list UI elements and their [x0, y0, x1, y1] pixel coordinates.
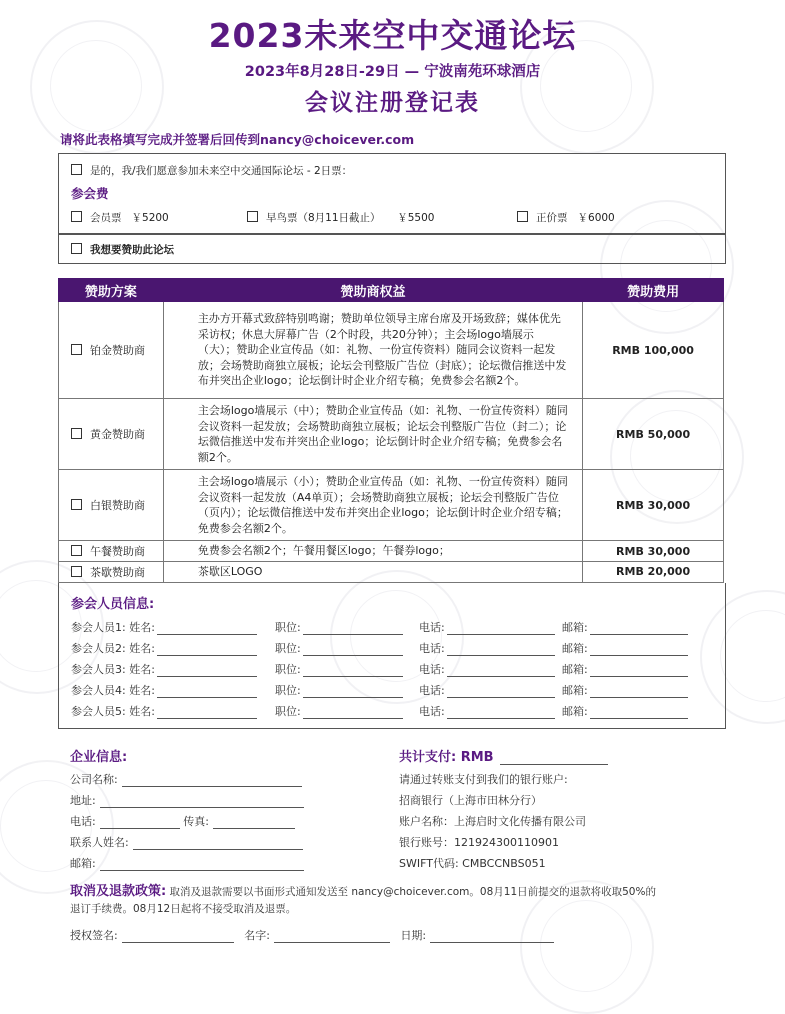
auth-signature-field[interactable] — [122, 930, 234, 943]
attendee-phone-field[interactable] — [447, 664, 555, 677]
sponsor-checkbox[interactable] — [71, 243, 82, 254]
fee-price: ￥5200 — [131, 212, 169, 224]
attendee-position-label: 职位: — [275, 705, 301, 718]
attendee-name-field[interactable] — [157, 706, 257, 719]
payment-line: 银行账号：121924300110901 — [399, 836, 559, 849]
attendee-email-label: 邮箱: — [562, 684, 588, 697]
table-row — [59, 541, 724, 562]
fee-label: 会员票 — [90, 212, 122, 224]
auth-signature-label: 授权签名: — [70, 929, 118, 942]
early-bird-checkbox[interactable] — [247, 211, 258, 222]
instruction-text: 请将此表格填写完成并签署后回传到nancy@choicever.com — [60, 132, 415, 147]
attendee-name-label: 参会人员5: 姓名: — [71, 705, 155, 718]
attendee-name-label: 参会人员2: 姓名: — [71, 642, 155, 655]
attendee-name-label: 参会人员3: 姓名: — [71, 663, 155, 676]
attendee-heading: 参会人员信息: — [71, 597, 155, 612]
attendee-email-field[interactable] — [590, 685, 688, 698]
table-row — [59, 562, 724, 583]
tier-label: 午餐赞助商 — [90, 545, 145, 558]
table-row — [59, 470, 724, 541]
attendee-phone-label: 电话: — [419, 621, 445, 634]
attendee-email-field[interactable] — [590, 622, 688, 635]
attendee-email-field[interactable] — [590, 664, 688, 677]
column-header: 赞助费用 — [583, 279, 724, 302]
attendee-position-field[interactable] — [303, 643, 403, 656]
tier-price: RMB 20,000 — [583, 562, 724, 583]
attendee-email-field[interactable] — [590, 706, 688, 719]
column-header: 赞助商权益 — [163, 279, 582, 302]
cancel-text-continued: 退订手续费。08月12日起将不接受取消及退票。 — [70, 903, 297, 915]
attendee-position-field[interactable] — [303, 622, 403, 635]
tier-benefits: 茶歇区LOGO — [163, 562, 582, 583]
attendee-phone-field[interactable] — [447, 622, 555, 635]
attendee-phone-label: 电话: — [419, 705, 445, 718]
sponsor-option-section — [58, 233, 726, 264]
attendee-name-label: 参会人员1: 姓名: — [71, 621, 155, 634]
attendee-position-field[interactable] — [303, 664, 403, 677]
silver-checkbox[interactable] — [71, 499, 82, 510]
attendee-phone-field[interactable] — [447, 685, 555, 698]
date-field[interactable] — [430, 930, 554, 943]
attendee-position-label: 职位: — [275, 663, 301, 676]
tea-break-checkbox[interactable] — [71, 566, 82, 577]
attendee-name-field[interactable] — [157, 622, 257, 635]
attendee-position-label: 职位: — [275, 621, 301, 634]
tier-label: 黄金赞助商 — [90, 428, 145, 441]
tier-benefits: 主会场logo墙展示（小）；赞助企业宣传品（如：礼物、一份宣传资料）随同会议资料一起发放（A4单页）；会场赞助商独立展板；论坛会刊整版广告位（页内）；论坛微信推送中发布并突出企业logo；论坛倒计时企业介绍专稿；免费参会名额2个。 — [163, 470, 582, 541]
company-phone-field[interactable] — [100, 816, 180, 829]
event-date-venue: 2023年8月28日-29日 — 宁波南苑环球酒店 — [244, 64, 541, 80]
cancel-heading: 取消及退款政策: — [70, 884, 167, 899]
tier-price: RMB 50,000 — [583, 399, 724, 470]
total-amount-field[interactable] — [500, 752, 608, 765]
fee-label: 早鸟票（8月11日截止） — [266, 212, 381, 224]
attendee-position-label: 职位: — [275, 684, 301, 697]
regular-ticket-checkbox[interactable] — [517, 211, 528, 222]
attendee-email-label: 邮箱: — [562, 663, 588, 676]
tier-benefits: 免费参会名额2个；午餐用餐区logo；午餐券logo； — [163, 541, 582, 562]
form-title: 会议注册登记表 — [305, 90, 480, 116]
attendee-position-label: 职位: — [275, 642, 301, 655]
fax-field[interactable] — [213, 816, 295, 829]
attendee-email-label: 邮箱: — [562, 705, 588, 718]
fax-label: 传真: — [183, 815, 209, 828]
total-payment-label: 共计支付: RMB — [399, 750, 494, 765]
attendee-email-label: 邮箱: — [562, 642, 588, 655]
attendee-phone-label: 电话: — [419, 642, 445, 655]
attendee-name-label: 参会人员4: 姓名: — [71, 684, 155, 697]
address-field[interactable] — [100, 795, 304, 808]
contact-name-label: 联系人姓名: — [70, 836, 129, 849]
sponsorship-table — [58, 278, 724, 583]
table-row — [59, 399, 724, 470]
column-header: 赞助方案 — [59, 279, 164, 302]
attendee-name-field[interactable] — [157, 643, 257, 656]
platinum-checkbox[interactable] — [71, 344, 82, 355]
company-name-label: 公司名称: — [70, 773, 118, 786]
company-phone-label: 电话: — [70, 815, 96, 828]
signer-name-label: 名字: — [244, 929, 270, 942]
payment-line: 请通过转账支付到我们的银行账户: — [399, 773, 568, 786]
payment-line: 账户名称：上海启时文化传播有限公司 — [399, 815, 586, 828]
tier-price: RMB 30,000 — [583, 541, 724, 562]
tier-benefits: 主办方开幕式致辞特别鸣谢；赞助单位领导主席台席及开场致辞；媒体优先采访权；休息大屏幕广告（2个时段，共20分钟）；主会场logo墙展示（大）；赞助企业宣传品（如：礼物、一份宣传资料）随同会议资料一起发放；会场赞助商独立展板；论坛会刊整版广告位（封底）；论坛微信推送中发布并突出企业logo；论坛倒计时企业介绍专稿；免费参会名额2个。 — [163, 302, 582, 399]
attend-option-label: 是的，我/我们愿意参加未来空中交通国际论坛 - 2日票： — [90, 165, 353, 177]
lunch-checkbox[interactable] — [71, 545, 82, 556]
attendee-phone-label: 电话: — [419, 684, 445, 697]
tier-label: 铂金赞助商 — [90, 344, 145, 357]
tier-price: RMB 30,000 — [583, 470, 724, 541]
cancel-text: 取消及退款需要以书面形式通知发送至 nancy@choicever.com。08月11日前提交的退款将收取50%的 — [169, 886, 656, 898]
attend-checkbox[interactable] — [71, 164, 82, 175]
company-email-field[interactable] — [100, 858, 304, 871]
gold-checkbox[interactable] — [71, 428, 82, 439]
company-email-label: 邮箱: — [70, 857, 96, 870]
company-name-field[interactable] — [122, 774, 302, 787]
attendee-email-label: 邮箱: — [562, 621, 588, 634]
fee-heading: 参会费 — [71, 186, 109, 201]
attendee-name-field[interactable] — [157, 664, 257, 677]
attendee-email-field[interactable] — [590, 643, 688, 656]
payment-line: 招商银行（上海市田林分行） — [399, 794, 542, 807]
member-ticket-checkbox[interactable] — [71, 211, 82, 222]
address-label: 地址: — [70, 794, 96, 807]
attendee-phone-label: 电话: — [419, 663, 445, 676]
sponsor-option-label: 我想要赞助此论坛 — [90, 244, 174, 256]
company-heading: 企业信息: — [70, 750, 128, 765]
payment-line: SWIFT代码: CMBCCNBS051 — [399, 857, 546, 870]
attendee-position-field[interactable] — [303, 706, 403, 719]
attendee-phone-field[interactable] — [447, 706, 555, 719]
page-title: 2023未来空中交通论坛 — [208, 16, 577, 55]
contact-name-field[interactable] — [133, 837, 303, 850]
table-row — [59, 302, 724, 399]
attendee-phone-field[interactable] — [447, 643, 555, 656]
tier-price: RMB 100,000 — [583, 302, 724, 399]
date-label: 日期: — [400, 929, 427, 942]
fee-price: ￥6000 — [577, 212, 615, 224]
table-header-row — [59, 279, 724, 302]
fee-label: 正价票 — [536, 212, 568, 224]
attendee-position-field[interactable] — [303, 685, 403, 698]
tier-label: 白银赞助商 — [90, 499, 145, 512]
tier-label: 茶歇赞助商 — [90, 565, 145, 579]
attendee-name-field[interactable] — [157, 685, 257, 698]
watermark-seal — [520, 880, 654, 1014]
signer-name-field[interactable] — [274, 930, 390, 943]
attendance-section — [58, 153, 726, 235]
fee-price: ￥5500 — [397, 212, 435, 224]
tier-benefits: 主会场logo墙展示（中）；赞助企业宣传品（如：礼物、一份宣传资料）随同会议资料一起发放；会场赞助商独立展板；论坛会刊整版广告位（封二）；论坛微信推送中发布并突出企业logo；论坛倒计时企业介绍专稿；免费参会名额2个。 — [163, 399, 582, 470]
